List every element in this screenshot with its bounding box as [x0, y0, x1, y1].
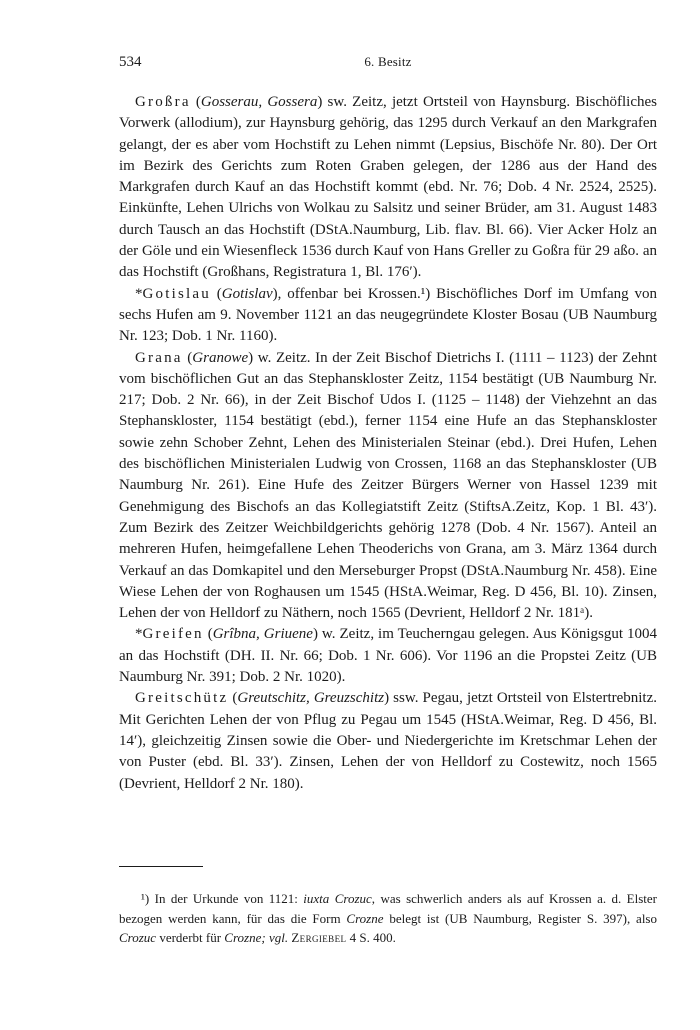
gazetteer-body	[119, 92, 657, 795]
entry-lemma: Großra	[135, 94, 191, 110]
entry-text: w. Zeitz, im Teucherngau gelegen. Aus Königsgut 1004 an das Hochstift (DH. II. Nr. 66; Dob. 1 Nr. 606). Vor 1196 an die Propstei Zeitz (UB Naumburg Nr. 391; Dob. 2 Nr. 1020).	[119, 626, 658, 686]
entry-variants: Gosserau, Gossera	[200, 94, 318, 110]
entry-text: w. Zeitz. In der Zeit Bischof Dietrichs I. (1111 – 1123) der Zehnt vom bischöflichen Gut an das Stephanskloster Zeitz, 1154 bestätigt (UB Naumburg Nr. 217; Dob. 2 Nr. 66), in der Zeit Bischof Udos I. (1125 – 1148) der Viehzehnt an das Stephanskloster, 1154 bestätigt (ebd.), ferner 1154 eine Hufe an das Stephanskloster sowie zehn Schober Zehnt, Lehen des Ministerialen Steinar (ebd.). Drei Hufen, Lehen des bischöflichen Ministerialen Ludwig von Crossen, 1168 an das Stephanskloster (UB Naumburg Nr. 261). Eine Hufe des Zeitzer Bürgers Werner von Hassel 1239 mit Genehmigung des Bischofs an das Kollegiatstift Zeitz (StiftsA.Zeitz, Kop. 1 Bl. 43′). Zum Bezirk des Zeitzer Weichbildgerichts gehörig 1278 (Dob. 4 Nr. 1567). Anteil an mehreren Hufen, heimgefallene Lehen Theoderichs von Grana, am 3. März 1364 durch Verkauf an das Domkapitel und den Merseburger Propst (DStA.Naumburg Nr. 458). Eine Wiese Lehen der von Roghausen um 1545 (HStA.Weimar, Reg. D 456, Bl. 10). Zinsen, Lehen der von Helldorf zu Näthern, noch 1565 (Devrient, Helldorf 2 Nr. 181ᵃ).	[119, 349, 657, 622]
entry-text: ssw. Pegau, jetzt Ortsteil von Elstertrebnitz. Mit Gerichten Lehen der von Pflug zu Pegau um 1545 (HStA.Weimar, Reg. D 456, Bl. 14′), gleichzeitig Zinsen sowie die Ober- und Niedergerichte im Kretschmar Lehen der von Puster (ebd. Bl. 33′). Zinsen, Lehen der von Helldorf zu Costewitz, noch 1565 (Devrient, Helldorf 2 Nr. 180).	[119, 690, 658, 792]
book-page	[119, 40, 658, 945]
entry-grana: Grana (Granowe) w. Zeitz. In der Zeit Bischof Dietrichs I. (1111 – 1123) der Zehnt vom bischöflichen Gut an das Stephanskloster Zeitz, 1154 bestätigt (UB Naumburg Nr. 217; Dob. 2 Nr. 66), in der Zeit Bischof Udos I. (1125 – 1148) der Viehzehnt an das Stephanskloster, 1154 bestätigt (ebd.), ferner 1154 eine Hufe an das Stephanskloster sowie zehn Schober Zehnt, Lehen des Ministerialen Steinar (ebd.). Drei Hufen, Lehen des bischöflichen Ministerialen Ludwig von Crossen, 1168 an das Stephanskloster (UB Naumburg Nr. 261). Eine Hufe des Zeitzer Bürgers Werner von Hassel 1239 mit Genehmigung des Bischofs an das Kollegiatstift Zeitz (StiftsA.Zeitz, Kop. 1 Bl. 43′). Zum Bezirk des Zeitzer Weichbildgerichts gehörig 1278 (Dob. 4 Nr. 1567). Anteil an mehreren Hufen, heimgefallene Lehen Theoderichs von Grana, am 3. März 1364 durch Verkauf an das Domkapitel und den Merseburger Propst (DStA.Naumburg Nr. 458). Eine Wiese Lehen der von Roghausen um 1545 (HStA.Weimar, Reg. D 456, Bl. 10). Zinsen, Lehen der von Helldorf zu Näthern, noch 1565 (Devrient, Helldorf 2 Nr. 181ᵃ).	[119, 349, 657, 622]
footnote: ¹) In der Urkunde von 1121: iuxta Crozuc, was schwerlich anders als auf Krossen a. d. Elster bezogen werden kann, für das die Form Crozne belegt ist (UB Naumburg, Register S. 397), also Crozuc verderbt für Crozne; vgl. Zergiebel 4 S. 400.	[119, 891, 658, 945]
entry-variants: Granowe	[192, 349, 249, 366]
entry-variants: Greutschitz, Greuzschitz	[237, 690, 385, 707]
entry-marker: *	[135, 626, 143, 643]
entry-greitschuetz: Greitschütz (Greutschitz, Greuzschitz) ssw. Pegau, jetzt Ortsteil von Elstertrebnitz. Mit Gerichten Lehen der von Pflug zu Pegau um 1545 (HStA.Weimar, Reg. D 456, Bl. 14′), gleichzeitig Zinsen sowie die Ober- und Niedergerichte im Kretschmar Lehen der von Puster (ebd. Bl. 33′). Zinsen, Lehen der von Helldorf zu Costewitz, noch 1565 (Devrient, Helldorf 2 Nr. 180).	[119, 690, 658, 792]
entry-lemma: Greitschütz	[135, 690, 229, 707]
running-head: 6. Besitz	[364, 54, 412, 69]
footnote-author: Zergiebel	[291, 930, 347, 945]
entry-variants: Grîbna, Griuene	[212, 626, 313, 643]
page-number: 534	[119, 54, 142, 70]
footnote-divider	[119, 866, 203, 867]
entry-lemma: Greifen	[142, 626, 204, 643]
page-header	[119, 40, 657, 70]
entry-lemma: Gotislau	[142, 285, 211, 302]
entry-text: sw. Zeitz, jetzt Ortsteil von Haynsburg. Bischöfliches Vorwerk (allodium), zur Haynsburg gehörig, das 1295 durch Verkauf an den Markgrafen gelangt, der es aber vom Hochstift zu Lehen nimmt (Lepsius, Bischöfe Nr. 80). Der Ort im Bezirk des Gerichts zum Roten Graben gelegen, der 1286 aus der Hand des Markgrafen durch Kauf an das Hochstift kommt (ebd. Nr. 76; Dob. 4 Nr. 2524, 2525). Einkünfte, Lehen Ulrichs von Wolkau zu Salsitz und seiner Brüder, am 31. August 1483 durch Tausch an das Hochstift (DStA.Naumburg, Lib. flav. Bl. 66). Vier Acker Holz an der Göle und ein Wiesenfleck 1536 durch Kauf von Hans Greller zu Goßra für 29 aßo. an das Hochstift (Großhans, Registratura 1, Bl. 176′).	[119, 94, 657, 281]
entry-marker: *	[135, 285, 143, 302]
entry-variants: Gotislav	[221, 285, 273, 302]
entry-greifen: *Greifen (Grîbna, Griuene) w. Zeitz, im Teucherngau gelegen. Aus Königsgut 1004 an das Hochstift (DH. II. Nr. 66; Dob. 1 Nr. 606). Vor 1196 an die Propstei Zeitz (UB Naumburg Nr. 391; Dob. 2 Nr. 1020).	[119, 626, 658, 686]
entry-lemma: Grana	[135, 349, 183, 366]
entry-grossra: Großra (Gosserau, Gossera) sw. Zeitz, jetzt Ortsteil von Haynsburg. Bischöfliches Vorwerk (allodium), zur Haynsburg gehörig, das 1295 durch Verkauf an den Markgrafen gelangt, der es aber vom Hochstift zu Lehen nimmt (Lepsius, Bischöfe Nr. 80). Der Ort im Bezirk des Gerichts zum Roten Graben gelegen, der 1286 aus der Hand des Markgrafen durch Kauf an das Hochstift kommt (ebd. Nr. 76; Dob. 4 Nr. 2524, 2525). Einkünfte, Lehen Ulrichs von Wolkau zu Salsitz und seiner Brüder, am 31. August 1483 durch Tausch an das Hochstift (DStA.Naumburg, Lib. flav. Bl. 66). Vier Acker Holz an der Göle und ein Wiesenfleck 1536 durch Kauf von Hans Greller zu Goßra für 29 aßo. an das Hochstift (Großhans, Registratura 1, Bl. 176′).	[119, 94, 657, 281]
footnote-marker: ¹)	[141, 891, 150, 906]
entry-text: , offenbar bei Krossen.¹) Bischöfliches Dorf im Umfang von sechs Hufen am 9. November 1121 an das neugegründete Kloster Bosau (UB Naumburg Nr. 123; Dob. 1 Nr. 1160).	[119, 285, 657, 345]
entry-gotislau: *Gotislau (Gotislav), offenbar bei Krossen.¹) Bischöfliches Dorf im Umfang von sechs Hufen am 9. November 1121 an das neugegründete Kloster Bosau (UB Naumburg Nr. 123; Dob. 1 Nr. 1160).	[119, 285, 657, 345]
